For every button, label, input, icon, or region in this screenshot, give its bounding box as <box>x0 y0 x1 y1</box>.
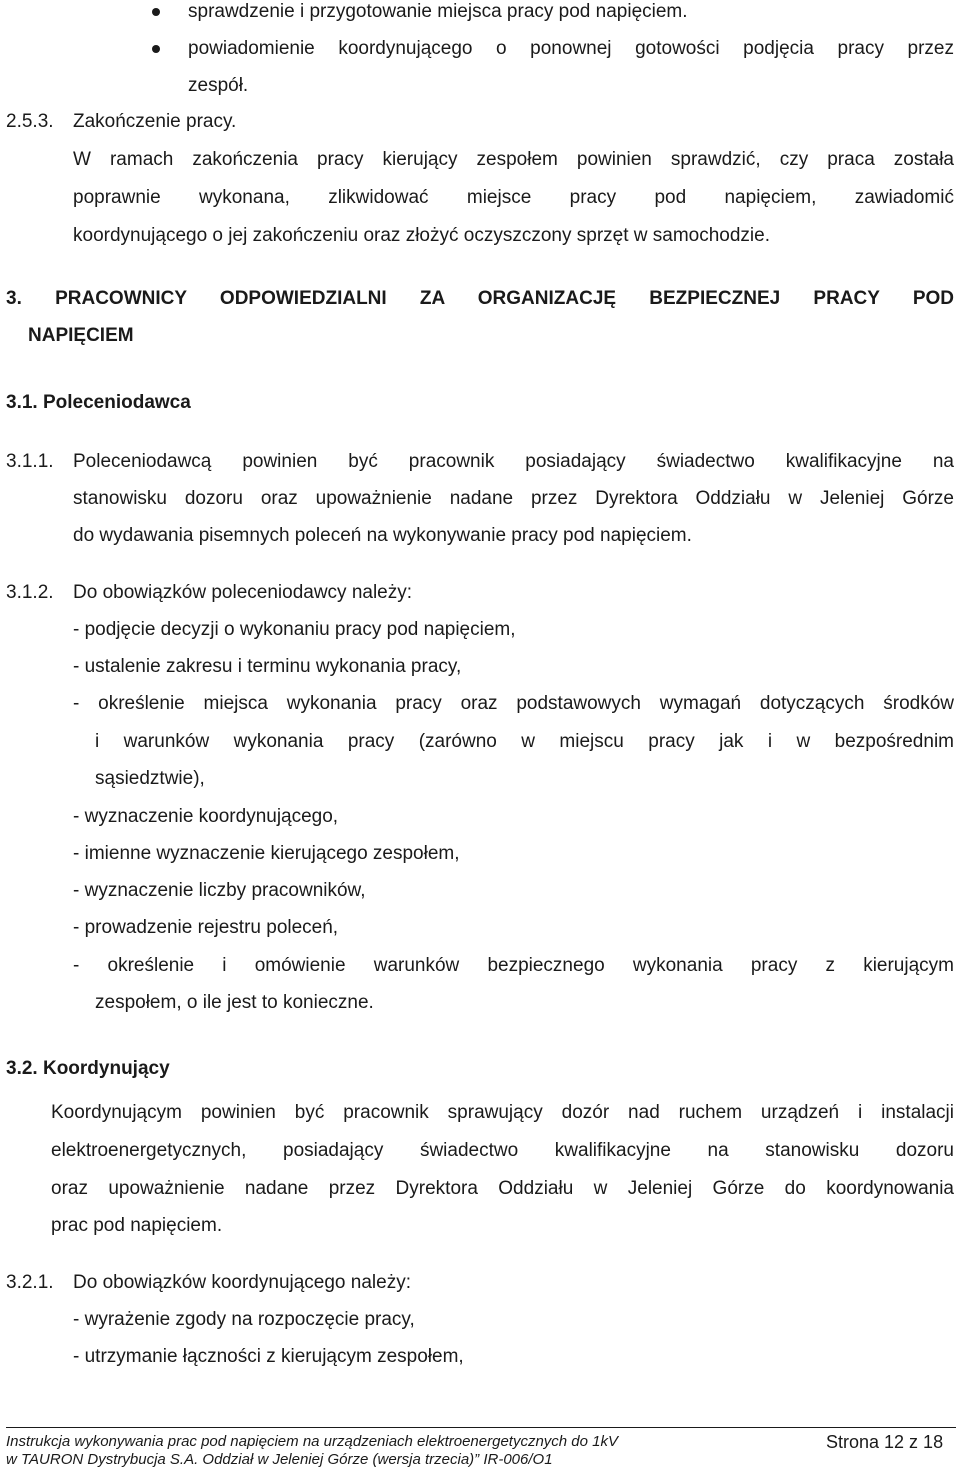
section-intro: Do obowiązków poleceniodawcy należy: <box>73 582 413 603</box>
bullet-text: powiadomienie koordynującego o ponownej gotowości podjęcia pracy przez <box>188 38 954 59</box>
paragraph-line: Koordynującym powinien być pracownik sprawujący dozór nad ruchem urządzeń i instalacji <box>51 1102 954 1123</box>
footer-document-subtitle: w TAURON Dystrybucja S.A. Oddział w Jeleniej Górze (wersja trzecia)” IR-006/O1 <box>6 1451 553 1468</box>
bullet-icon <box>152 45 160 53</box>
section-number: 2.5.3. <box>6 111 54 132</box>
bullet-text-continuation: zespół. <box>188 75 249 96</box>
section-number: 3.1.2. <box>6 582 54 603</box>
section-heading: 3.2. Koordynujący <box>6 1058 170 1079</box>
list-item: - utrzymanie łączności z kierującym zespołem, <box>73 1346 464 1367</box>
paragraph-line: W ramach zakończenia pracy kierujący zespołem powinien sprawdzić, czy praca została <box>73 149 954 170</box>
page-number: Strona 12 z 18 <box>826 1432 944 1452</box>
paragraph-line: poprawnie wykonana, zlikwidować miejsce pracy pod napięciem, zawiadomić <box>73 187 954 208</box>
paragraph-line: elektroenergetycznych, posiadający świadectwo kwalifikacyjne na stanowisku dozoru <box>51 1140 954 1161</box>
paragraph-line: koordynującego o jej zakończeniu oraz złożyć oczyszczony sprzęt w samochodzie. <box>73 225 770 246</box>
paragraph-line: do wydawania pisemnych poleceń na wykonywanie pracy pod napięciem. <box>73 525 692 546</box>
section-number: 3.2.1. <box>6 1272 54 1293</box>
section-title: Zakończenie pracy. <box>73 111 237 132</box>
section-number: 3.1.1. <box>6 451 54 472</box>
paragraph-line: stanowisku dozoru oraz upoważnienie nadane przez Dyrektora Oddziału w Jeleniej Górze <box>73 488 954 509</box>
footer-document-title: Instrukcja wykonywania prac pod napięciem na urządzeniach elektroenergetycznych do 1kV <box>6 1433 619 1450</box>
bullet-icon <box>152 8 160 16</box>
bullet-text: sprawdzenie i przygotowanie miejsca pracy pod napięciem. <box>188 1 688 22</box>
paragraph-line: Poleceniodawcą powinien być pracownik posiadający świadectwo kwalifikacyjne na <box>73 451 954 472</box>
list-item: - imienne wyznaczenie kierującego zespołem, <box>73 843 460 864</box>
list-item-continuation: zespołem, o ile jest to konieczne. <box>95 992 374 1013</box>
chapter-heading: 3. PRACOWNICY ODPOWIEDZIALNI ZA ORGANIZACJĘ BEZPIECZNEJ PRACY POD <box>6 288 954 309</box>
paragraph-line: oraz upoważnienie nadane przez Dyrektora Oddziału w Jeleniej Górze do koordynowania <box>51 1178 954 1199</box>
section-intro: Do obowiązków koordynującego należy: <box>73 1272 411 1293</box>
list-item: - podjęcie decyzji o wykonaniu pracy pod napięciem, <box>73 619 516 640</box>
list-item-continuation: i warunków wykonania pracy (zarówno w miejscu pracy jak i w bezpośrednim <box>95 731 954 752</box>
list-item: - wyznaczenie koordynującego, <box>73 806 339 827</box>
list-item: - określenie i omówienie warunków bezpiecznego wykonania pracy z kierującym <box>73 955 954 976</box>
paragraph-line: prac pod napięciem. <box>51 1215 223 1236</box>
list-item-continuation: sąsiedztwie), <box>95 768 205 789</box>
footer-divider <box>6 1427 956 1428</box>
list-item: - ustalenie zakresu i terminu wykonania pracy, <box>73 656 462 677</box>
list-item: - wyrażenie zgody na rozpoczęcie pracy, <box>73 1309 415 1330</box>
list-item: - prowadzenie rejestru poleceń, <box>73 917 339 938</box>
chapter-heading-continuation: NAPIĘCIEM <box>28 325 134 346</box>
list-item: - określenie miejsca wykonania pracy oraz podstawowych wymagań dotyczących środków <box>73 693 954 714</box>
list-item: - wyznaczenie liczby pracowników, <box>73 880 366 901</box>
section-heading: 3.1. Poleceniodawca <box>6 392 191 413</box>
